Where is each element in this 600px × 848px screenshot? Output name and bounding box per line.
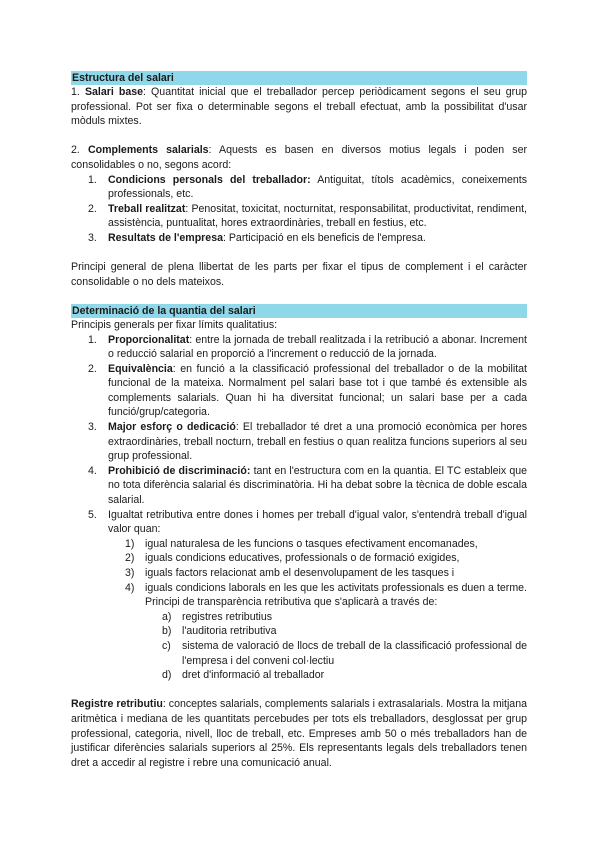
paragraph-registre-retributiu <box>71 697 527 770</box>
sublist-item <box>71 581 527 610</box>
sublist-number: 1) <box>125 537 135 550</box>
list-number: 1. <box>88 333 97 346</box>
subsublist-letter: a) <box>162 610 172 623</box>
sublist-number: 3) <box>125 567 135 579</box>
list-item <box>71 508 527 537</box>
subsublist-item <box>71 624 527 639</box>
list-item <box>71 231 527 246</box>
list-item-text: Antiguitat, títols acadèmics, coneixements professionals, etc. <box>108 173 527 201</box>
list-item-text: tant en l'estructura com en la quantia. El TC estableix que no tota diferència salarial és discriminatòria. Hi ha debat sobre la tècnica de doble escala salarial. <box>108 464 527 507</box>
list-item-text: : Penositat, toxicitat, nocturnitat, responsabilitat, productivitat, rendiment, assistència, puntualitat, hores extraordinàries, treball en festius, etc. <box>108 202 527 230</box>
list-item-text: : Participació en els beneficis de l'empresa. <box>222 231 426 244</box>
list-item <box>71 202 527 231</box>
sublist-item-text: iguals condicions laborals en les que les activitats professionals es duen a terme. Principi de transparència retributiva que s'aplicarà a través de: <box>145 581 527 609</box>
document-page <box>71 71 527 770</box>
subsublist-item-text: l'auditoria retributiva <box>182 625 277 638</box>
subsublist-item <box>71 610 527 625</box>
sublist-item-text: igual naturalesa de les funcions o tasques efectivament encomanades, <box>145 537 478 550</box>
list-item <box>71 420 527 464</box>
list-item-lead: Treball realitzat <box>108 202 186 215</box>
paragraph-number: 2. <box>71 144 80 157</box>
complements-list <box>71 173 527 246</box>
list-item-text: Igualtat retributiva entre dones i homes per treball d'igual valor, s'entendrà treball d'igual valor quan: <box>108 508 527 536</box>
term-complements: Complements salarials <box>87 144 209 157</box>
principis-list <box>71 333 527 537</box>
subsublist-item-text: registres retributius <box>182 610 273 623</box>
sublist-number: 4) <box>125 581 135 594</box>
list-item-text: : El treballador té dret a una promoció econòmica per hores extraordinàries, treball nocturn, treball en festius o quan realitza funcions superiors al seu grup professional. <box>108 421 528 463</box>
registre-text: : conceptes salarials, complements salarials i extrasalarials. Mostra la mitjana aritmètica i mediana de les quantitats percebudes per tots els treballadors, desglossat per grup professional, categoria, nivell, lloc de treball, etc. Empreses amb 50 o més treballadors han de justificar diferències salarials superiors al 25%. Els representants legals dels treballadors tenen dret a accedir al registre i rebre una comunicació anual. <box>71 698 527 769</box>
paragraph-intro-principis: Principis generals per fixar límits qualitatius: <box>71 318 278 331</box>
subsublist-item-text: dret d'informació al treballador <box>182 669 325 682</box>
subsublist-letter: d) <box>162 669 172 682</box>
list-item-text: : en funció a la classificació professional del treballador o de la mobilitat funcional de la mateixa. Normalment pel salari base tot i que també és extensible als complements salarials. Quan hi ha diversitat funcional; un salari base per a cada funció/grup/categoria. <box>108 362 527 419</box>
list-item-lead: Proporcionalitat <box>108 333 190 346</box>
list-item-lead: Equivalència <box>108 362 173 375</box>
sublist-item <box>71 537 527 552</box>
salari-base-text: : Quantitat inicial que el treballador percep periòdicament segons el seu grup professional. Pot ser fixa o determinable segons el treball efectuat, amb la possibilitat d'usar mòduls mixtes. <box>71 86 527 128</box>
list-item-lead: Condicions personals del treballador: <box>108 173 311 186</box>
list-item <box>71 362 527 420</box>
complements-text: : Aquests es basen en diversos motius legals i poden ser consolidables o no, segons acord: <box>71 144 528 171</box>
list-number: 4. <box>88 464 97 477</box>
list-item-lead: Resultats de l'empresa <box>108 231 223 244</box>
term-registre-retributiu: Registre retributiu <box>71 698 163 711</box>
list-item <box>71 173 527 202</box>
list-number: 5. <box>88 508 97 521</box>
sublist-item-text: iguals condicions educatives, professionals o de formació exigides, <box>145 552 460 565</box>
subsublist-letter: c) <box>162 639 171 652</box>
sublist-item-text: iguals factors relacionat amb el desenvolupament de les tasques i <box>145 567 455 579</box>
subsublist-item-text: sistema de valoració de llocs de treball de la classificació professional de l'empresa i del conveni col·lectiu <box>182 639 527 667</box>
list-item-lead: Major esforç o dedicació <box>108 421 236 434</box>
sublist-number: 2) <box>125 552 135 565</box>
list-number: 3. <box>88 421 97 434</box>
list-item <box>71 464 527 508</box>
list-number: 3. <box>88 231 97 244</box>
list-item <box>71 333 527 362</box>
sublist-item <box>71 566 527 581</box>
section-heading-estructura: Estructura del salari <box>71 71 527 85</box>
sublist-item <box>71 551 527 566</box>
igualtat-sublist <box>71 537 527 610</box>
list-number: 2. <box>88 202 97 215</box>
paragraph-complements <box>71 143 527 172</box>
term-salari-base: Salari base <box>84 86 144 98</box>
subsublist-item <box>71 668 527 683</box>
list-item-lead: Prohibició de discriminació: <box>108 464 251 477</box>
transparencia-sublist <box>71 610 527 683</box>
list-number: 2. <box>88 362 97 375</box>
paragraph-number: 1. <box>71 86 80 98</box>
subsublist-item <box>71 639 527 668</box>
section-heading-determinacio: Determinació de la quantia del salari <box>71 304 527 318</box>
list-number: 1. <box>88 173 97 186</box>
list-item-text: : entre la jornada de treball realitzada i la retribució a abonar. Increment o reducció salarial en proporció a l'increment o reducció de la jornada. <box>108 333 527 361</box>
paragraph-salari-base <box>71 85 527 129</box>
subsublist-letter: b) <box>162 625 172 638</box>
paragraph-principi-general: Principi general de plena llibertat de les parts per fixar el tipus de complement i el caràcter consolidable o no dels mateixos. <box>71 261 527 288</box>
